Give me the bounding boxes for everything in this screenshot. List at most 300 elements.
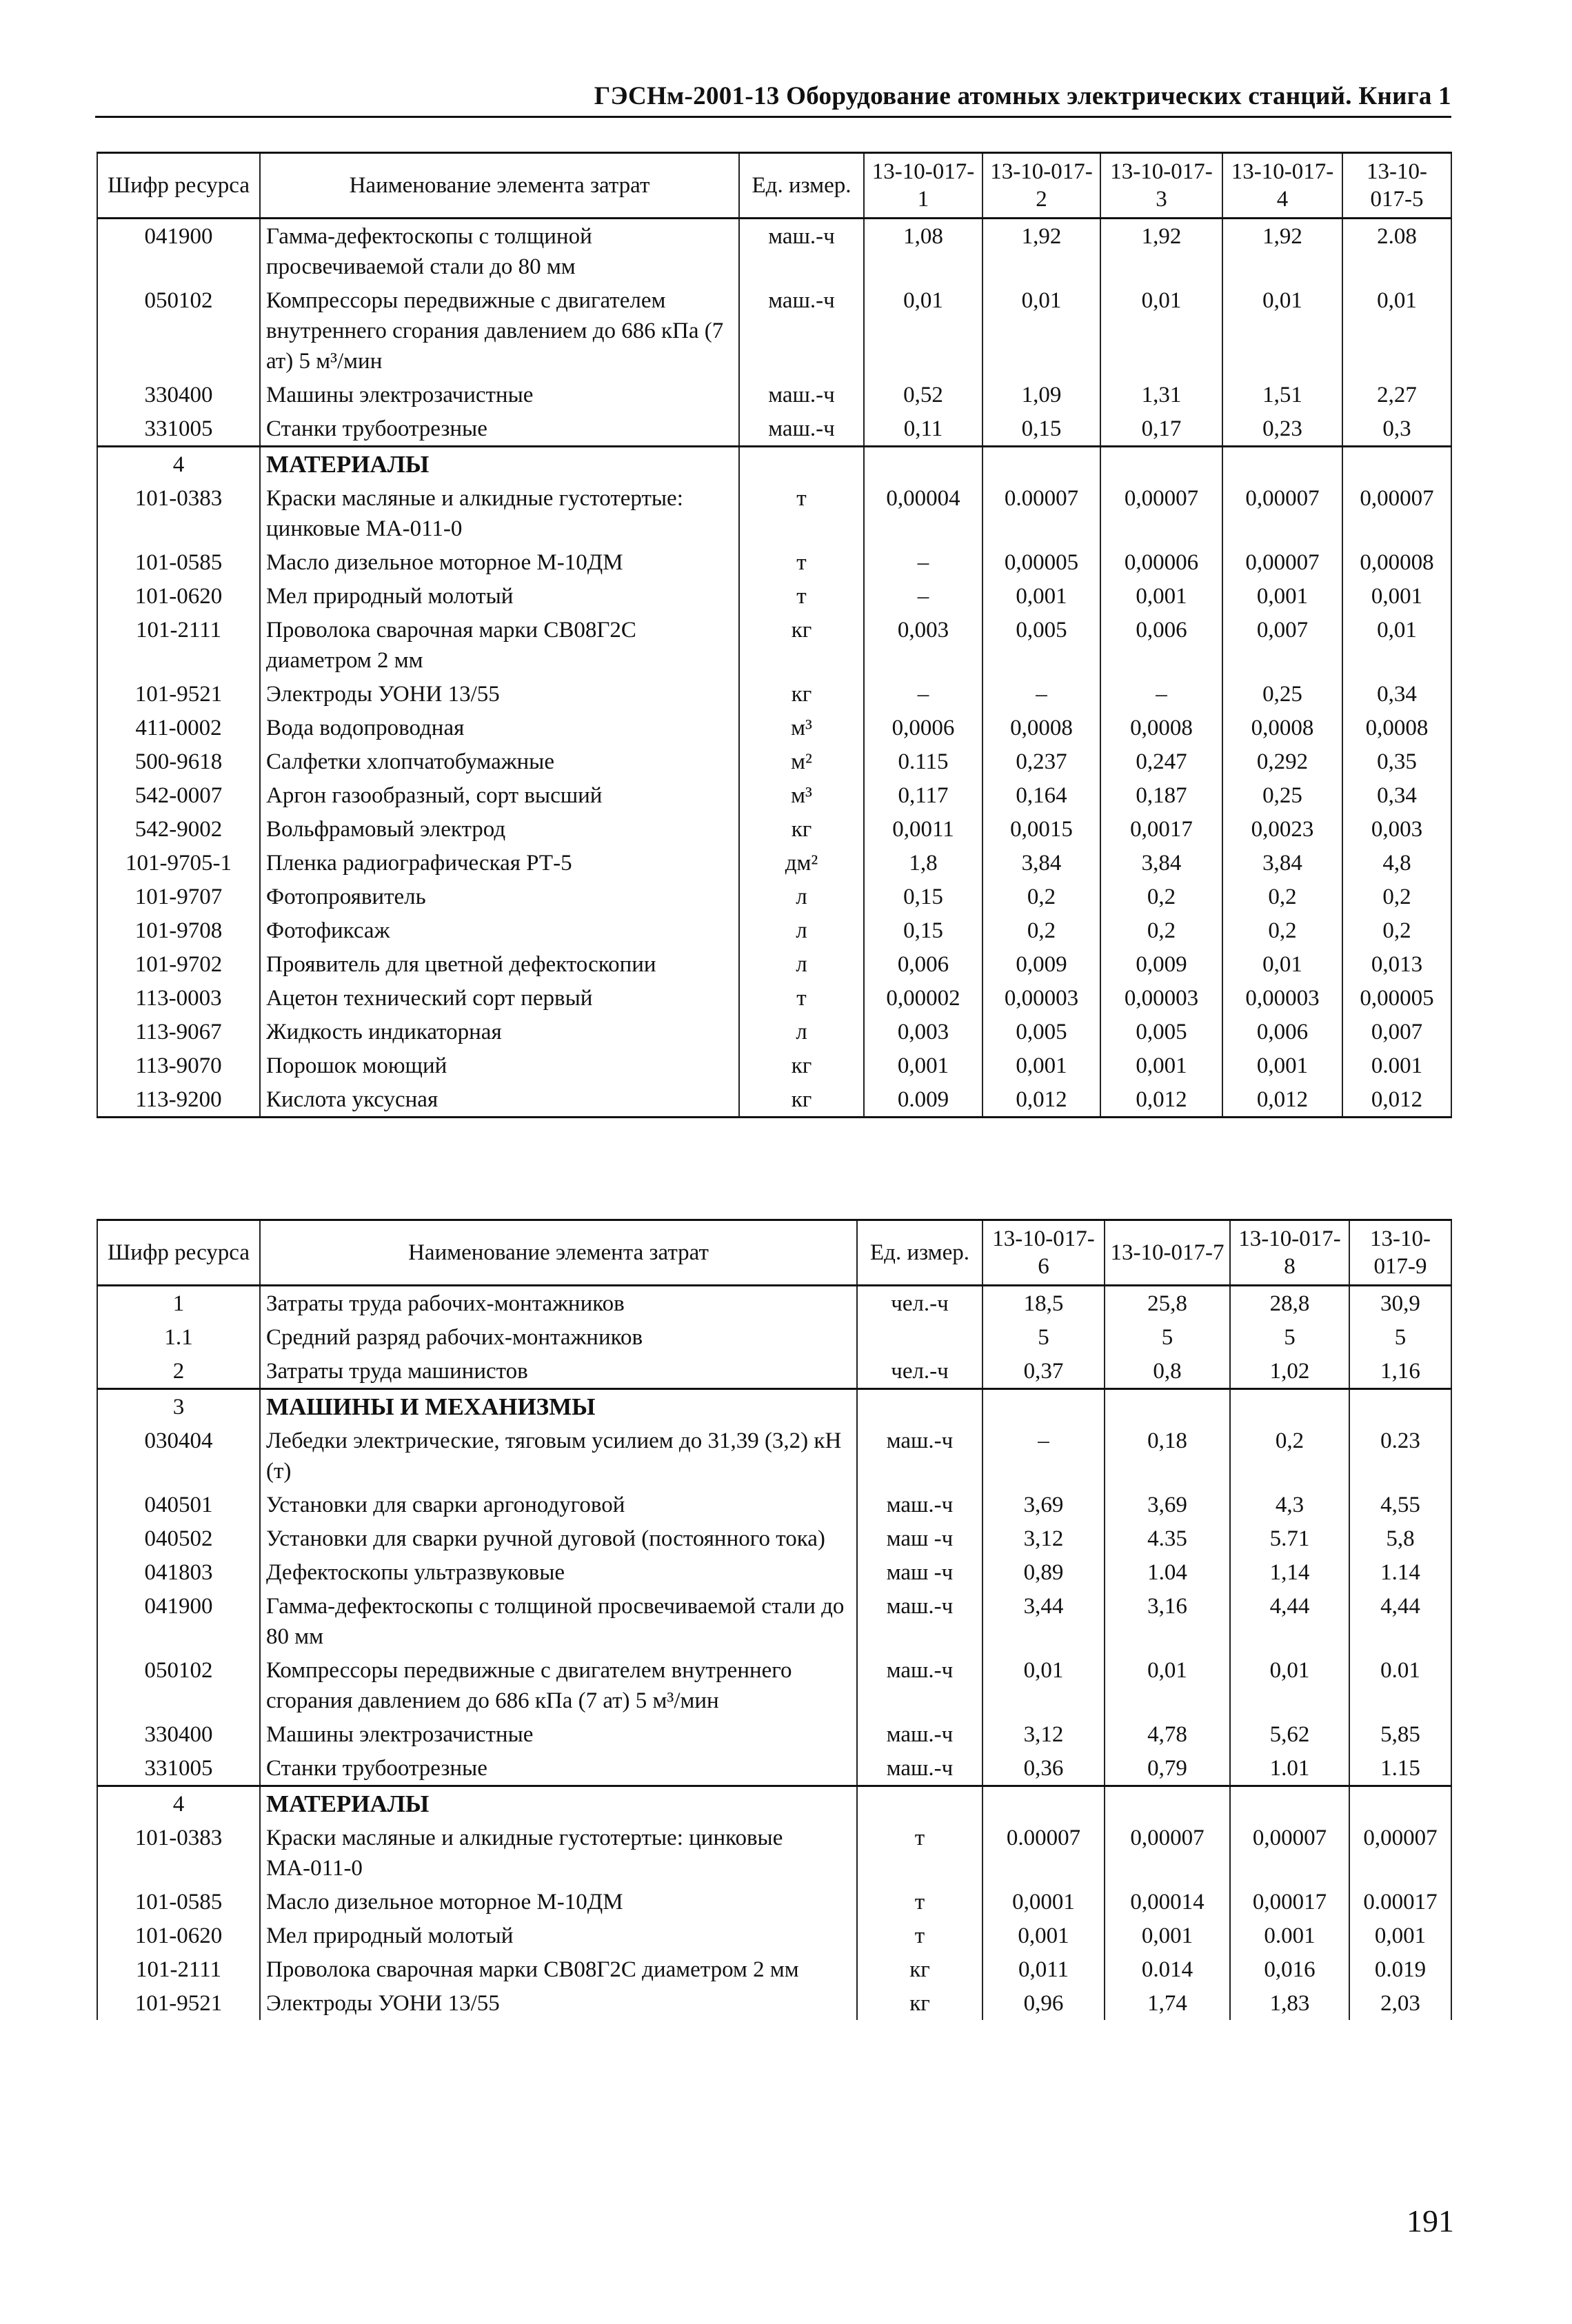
resource-code: 500-9618	[97, 745, 260, 778]
resource-name: Средний разряд рабочих-монтажников	[260, 1320, 857, 1354]
table-row	[97, 711, 1451, 745]
table-row	[97, 1589, 1451, 1653]
value-cell: 0,2	[1100, 880, 1222, 913]
value-cell: 3,44	[982, 1589, 1105, 1653]
table-row	[97, 1424, 1451, 1488]
table-row	[97, 1320, 1451, 1354]
value-cell: 0,0011	[864, 812, 982, 846]
value-cell	[1105, 1389, 1230, 1424]
value-cell: 0,006	[864, 947, 982, 981]
table-row	[97, 579, 1451, 613]
section-title: МАШИНЫ И МЕХАНИЗМЫ	[260, 1389, 857, 1424]
value-cell: 0,15	[982, 412, 1100, 447]
value-cell: 0.23	[1349, 1424, 1451, 1488]
value-cell: 0,37	[982, 1354, 1105, 1389]
header-column-code: 13-10-017-1	[864, 153, 982, 219]
unit-cell	[857, 1389, 982, 1424]
header-code: Шифр ресурса	[97, 153, 260, 219]
value-cell: 0,01	[1222, 283, 1342, 378]
header-column-code: 13-10-017-6	[982, 1220, 1105, 1286]
unit-cell: чел.-ч	[857, 1354, 982, 1389]
value-cell: 0,2	[1222, 880, 1342, 913]
resource-code: 041900	[97, 1589, 260, 1653]
header-column-code: 13-10-017-9	[1349, 1220, 1451, 1286]
value-cell: 0,012	[982, 1082, 1100, 1118]
resource-name: Машины электрозачистные	[260, 1717, 857, 1751]
value-cell: 0,0008	[1222, 711, 1342, 745]
resource-code: 3	[97, 1389, 260, 1424]
value-cell: 0,006	[1100, 613, 1222, 677]
value-cell: 0,01	[1100, 283, 1222, 378]
table-row	[97, 1354, 1451, 1389]
unit-cell: маш.-ч	[857, 1653, 982, 1717]
value-cell: 0,01	[1342, 283, 1451, 378]
value-cell: 0,34	[1342, 778, 1451, 812]
value-cell: 0.00017	[1349, 1885, 1451, 1919]
table-row	[97, 778, 1451, 812]
value-cell: 0.00007	[982, 481, 1100, 545]
value-cell: 0,187	[1100, 778, 1222, 812]
section-title: МАТЕРИАЛЫ	[260, 447, 739, 482]
value-cell: 0,001	[1222, 1049, 1342, 1082]
value-cell: 0,17	[1100, 412, 1222, 447]
value-cell: 5.71	[1230, 1522, 1349, 1555]
value-cell: 0,005	[982, 1015, 1100, 1049]
value-cell: 3,12	[982, 1522, 1105, 1555]
resource-code: 330400	[97, 1717, 260, 1751]
value-cell: 0.01	[1349, 1653, 1451, 1717]
resource-name: Гамма-дефектоскопы с толщиной просвечиваемой стали до 80 мм	[260, 219, 739, 284]
value-cell: 0,01	[982, 1653, 1105, 1717]
value-cell: 0,23	[1222, 412, 1342, 447]
value-cell	[1105, 1786, 1230, 1821]
table-row	[97, 1821, 1451, 1885]
resource-code: 101-9521	[97, 677, 260, 711]
value-cell: 0.001	[1230, 1919, 1349, 1952]
value-cell: 0,011	[982, 1952, 1105, 1986]
resource-table-1	[97, 152, 1452, 1118]
table-row	[97, 283, 1451, 378]
resource-name: Машины электрозачистные	[260, 378, 739, 412]
value-cell: 0,11	[864, 412, 982, 447]
value-cell: 5	[1230, 1320, 1349, 1354]
value-cell: 0,001	[864, 1049, 982, 1082]
resource-name: Фотофиксаж	[260, 913, 739, 947]
value-cell: 0,2	[1342, 880, 1451, 913]
table-row	[97, 412, 1451, 447]
resource-code: 101-2111	[97, 613, 260, 677]
value-cell: 0,001	[1349, 1919, 1451, 1952]
unit-cell: м²	[739, 745, 864, 778]
value-cell: 0,2	[1100, 913, 1222, 947]
value-cell	[1222, 447, 1342, 482]
header-row	[97, 153, 1451, 219]
unit-cell: т	[739, 981, 864, 1015]
resource-name: Станки трубоотрезные	[260, 1751, 857, 1786]
value-cell: 0,25	[1222, 677, 1342, 711]
value-cell: 0,01	[1230, 1653, 1349, 1717]
resource-code: 041803	[97, 1555, 260, 1589]
section-title: МАТЕРИАЛЫ	[260, 1786, 857, 1821]
value-cell: 0,35	[1342, 745, 1451, 778]
unit-cell: маш.-ч	[857, 1589, 982, 1653]
unit-cell: маш.-ч	[857, 1751, 982, 1786]
value-cell: 1,92	[982, 219, 1100, 284]
value-cell: 0,003	[864, 613, 982, 677]
value-cell: 0,0017	[1100, 812, 1222, 846]
value-cell: –	[864, 579, 982, 613]
value-cell: 4,44	[1230, 1589, 1349, 1653]
value-cell: 0,0015	[982, 812, 1100, 846]
value-cell: 4,8	[1342, 846, 1451, 880]
value-cell: –	[864, 677, 982, 711]
value-cell	[982, 1389, 1105, 1424]
value-cell: 0,8	[1105, 1354, 1230, 1389]
header-code: Шифр ресурса	[97, 1220, 260, 1286]
value-cell: 0,009	[982, 947, 1100, 981]
value-cell: 0,25	[1222, 778, 1342, 812]
resource-code: 101-0620	[97, 1919, 260, 1952]
resource-code: 331005	[97, 412, 260, 447]
unit-cell: т	[739, 481, 864, 545]
value-cell: 1,92	[1100, 219, 1222, 284]
section-row	[97, 447, 1451, 482]
table-row	[97, 1751, 1451, 1786]
unit-cell: маш.-ч	[739, 378, 864, 412]
value-cell: 3,84	[1100, 846, 1222, 880]
value-cell: 0,003	[864, 1015, 982, 1049]
resource-code: 101-0620	[97, 579, 260, 613]
table-row	[97, 1653, 1451, 1717]
value-cell: 0,00014	[1105, 1885, 1230, 1919]
value-cell: 0,00008	[1342, 545, 1451, 579]
value-cell: 0,001	[1222, 579, 1342, 613]
resource-name: Проволока сварочная марки СВ08Г2С диаметром 2 мм	[260, 613, 739, 677]
resource-code: 330400	[97, 378, 260, 412]
value-cell: 0,00007	[1105, 1821, 1230, 1885]
resource-name: Кислота уксусная	[260, 1082, 739, 1118]
value-cell: 0.00007	[982, 1821, 1105, 1885]
unit-cell: т	[857, 1821, 982, 1885]
value-cell: 0,00007	[1222, 481, 1342, 545]
value-cell: 0,2	[1342, 913, 1451, 947]
value-cell: 0,0006	[864, 711, 982, 745]
header-name: Наименование элемента затрат	[260, 1220, 857, 1286]
value-cell: 0,164	[982, 778, 1100, 812]
resource-code: 101-9708	[97, 913, 260, 947]
value-cell: 0,006	[1222, 1015, 1342, 1049]
table-row	[97, 1082, 1451, 1118]
value-cell: 0,00007	[1100, 481, 1222, 545]
unit-cell: кг	[739, 677, 864, 711]
unit-cell: т	[857, 1919, 982, 1952]
resource-name: Масло дизельное моторное М-10ДМ	[260, 1885, 857, 1919]
value-cell: 1,31	[1100, 378, 1222, 412]
unit-cell: л	[739, 947, 864, 981]
value-cell: 2.08	[1342, 219, 1451, 284]
resource-code: 113-9070	[97, 1049, 260, 1082]
value-cell: 0,18	[1105, 1424, 1230, 1488]
value-cell: 0,0001	[982, 1885, 1105, 1919]
value-cell: 0.009	[864, 1082, 982, 1118]
value-cell: 1.14	[1349, 1555, 1451, 1589]
value-cell: 0,001	[982, 1049, 1100, 1082]
resource-code: 101-2111	[97, 1952, 260, 1986]
resource-code: 041900	[97, 219, 260, 284]
value-cell: 3,69	[1105, 1488, 1230, 1522]
unit-cell: маш -ч	[857, 1522, 982, 1555]
value-cell: 30,9	[1349, 1286, 1451, 1321]
unit-cell: кг	[739, 613, 864, 677]
value-cell: 0,00007	[1349, 1821, 1451, 1885]
resource-name: Ацетон технический сорт первый	[260, 981, 739, 1015]
header-rule	[95, 116, 1451, 118]
value-cell: 0,2	[1222, 913, 1342, 947]
resource-code: 113-0003	[97, 981, 260, 1015]
unit-cell: т	[739, 545, 864, 579]
value-cell: 4,44	[1349, 1589, 1451, 1653]
resource-name: Проволока сварочная марки СВ08Г2С диаметром 2 мм	[260, 1952, 857, 1986]
value-cell: 1.01	[1230, 1751, 1349, 1786]
value-cell: 0,96	[982, 1986, 1105, 2020]
table-row	[97, 378, 1451, 412]
value-cell: 0,3	[1342, 412, 1451, 447]
value-cell: 0,2	[1230, 1424, 1349, 1488]
value-cell: 0,2	[982, 913, 1100, 947]
resource-name: Компрессоры передвижные с двигателем внутреннего сгорания давлением до 686 кПа (7 ат) 5 м³/мин	[260, 283, 739, 378]
unit-cell: л	[739, 1015, 864, 1049]
resource-name: Электроды УОНИ 13/55	[260, 1986, 857, 2020]
unit-cell: дм²	[739, 846, 864, 880]
value-cell: 4.35	[1105, 1522, 1230, 1555]
unit-cell: л	[739, 880, 864, 913]
resource-code: 101-0383	[97, 1821, 260, 1885]
value-cell: 5	[982, 1320, 1105, 1354]
resource-name: Вода водопроводная	[260, 711, 739, 745]
value-cell: 0,01	[982, 283, 1100, 378]
resource-name: Установки для сварки ручной дуговой (постоянного тока)	[260, 1522, 857, 1555]
value-cell: 0,00004	[864, 481, 982, 545]
table-row	[97, 981, 1451, 1015]
value-cell: 0,00002	[864, 981, 982, 1015]
value-cell: 0,012	[1222, 1082, 1342, 1118]
header-column-code: 13-10-017-8	[1230, 1220, 1349, 1286]
value-cell	[1349, 1389, 1451, 1424]
unit-cell: л	[739, 913, 864, 947]
header-column-code: 13-10-017-2	[982, 153, 1100, 219]
unit-cell: маш.-ч	[739, 283, 864, 378]
table-row	[97, 1015, 1451, 1049]
value-cell: 0,237	[982, 745, 1100, 778]
value-cell: 0,012	[1100, 1082, 1222, 1118]
unit-cell: кг	[857, 1952, 982, 1986]
table-row	[97, 613, 1451, 677]
table-row	[97, 677, 1451, 711]
table-row	[97, 913, 1451, 947]
value-cell: 0.001	[1342, 1049, 1451, 1082]
value-cell: 0,012	[1342, 1082, 1451, 1118]
resource-code: 040501	[97, 1488, 260, 1522]
value-cell: –	[982, 1424, 1105, 1488]
value-cell: 4,3	[1230, 1488, 1349, 1522]
resource-code: 113-9067	[97, 1015, 260, 1049]
resource-code: 030404	[97, 1424, 260, 1488]
value-cell: 1,83	[1230, 1986, 1349, 2020]
value-cell: 0,005	[982, 613, 1100, 677]
value-cell: 1,02	[1230, 1354, 1349, 1389]
resource-name: Вольфрамовый электрод	[260, 812, 739, 846]
value-cell: 0,001	[1342, 579, 1451, 613]
resource-code: 050102	[97, 1653, 260, 1717]
resource-name: Масло дизельное моторное М-10ДМ	[260, 545, 739, 579]
value-cell: 5,85	[1349, 1717, 1451, 1751]
value-cell	[1349, 1786, 1451, 1821]
value-cell: 0,009	[1100, 947, 1222, 981]
value-cell: 0,001	[1100, 579, 1222, 613]
resource-name: Мел природный молотый	[260, 579, 739, 613]
unit-cell: кг	[739, 1082, 864, 1118]
table-row	[97, 846, 1451, 880]
value-cell: 28,8	[1230, 1286, 1349, 1321]
page-header: ГЭСНм-2001-13 Оборудование атомных электрических станций. Книга 1	[594, 82, 1451, 110]
value-cell: –	[1100, 677, 1222, 711]
resource-code: 101-0383	[97, 481, 260, 545]
header-unit: Ед. измер.	[857, 1220, 982, 1286]
value-cell: –	[864, 545, 982, 579]
resource-name: Затраты труда машинистов	[260, 1354, 857, 1389]
value-cell: 4,55	[1349, 1488, 1451, 1522]
resource-code: 4	[97, 447, 260, 482]
value-cell: 1.04	[1105, 1555, 1230, 1589]
unit-cell: т	[739, 579, 864, 613]
unit-cell	[739, 447, 864, 482]
value-cell: 3,84	[1222, 846, 1342, 880]
unit-cell: маш.-ч	[857, 1424, 982, 1488]
resource-name: Мел природный молотый	[260, 1919, 857, 1952]
value-cell: 0,52	[864, 378, 982, 412]
value-cell: 0,0008	[982, 711, 1100, 745]
unit-cell	[857, 1320, 982, 1354]
header-row	[97, 1220, 1451, 1286]
value-cell: 3,16	[1105, 1589, 1230, 1653]
resource-name: Электроды УОНИ 13/55	[260, 677, 739, 711]
resource-name: Жидкость индикаторная	[260, 1015, 739, 1049]
unit-cell: т	[857, 1885, 982, 1919]
unit-cell: маш.-ч	[739, 219, 864, 284]
value-cell: 0,0023	[1222, 812, 1342, 846]
value-cell: 5	[1105, 1320, 1230, 1354]
resource-code: 101-9702	[97, 947, 260, 981]
table-row	[97, 1885, 1451, 1919]
unit-cell: кг	[739, 1049, 864, 1082]
value-cell: 0,15	[864, 880, 982, 913]
value-cell: 1,16	[1349, 1354, 1451, 1389]
page-number: 191	[1407, 2203, 1454, 2239]
resource-name: Затраты труда рабочих-монтажников	[260, 1286, 857, 1321]
value-cell: 0,00017	[1230, 1885, 1349, 1919]
value-cell: 5,8	[1349, 1522, 1451, 1555]
value-cell: 0,00003	[1222, 981, 1342, 1015]
value-cell: 0,00005	[982, 545, 1100, 579]
value-cell: 0,117	[864, 778, 982, 812]
unit-cell: м³	[739, 778, 864, 812]
value-cell: 0,016	[1230, 1952, 1349, 1986]
header-column-code: 13-10-017-7	[1105, 1220, 1230, 1286]
value-cell: 0,00006	[1100, 545, 1222, 579]
resource-name: Компрессоры передвижные с двигателем внутреннего сгорания давлением до 686 кПа (7 ат) 5 м³/мин	[260, 1653, 857, 1717]
unit-cell: кг	[857, 1986, 982, 2020]
value-cell: 0,01	[1105, 1653, 1230, 1717]
value-cell: 0,36	[982, 1751, 1105, 1786]
value-cell: 3,69	[982, 1488, 1105, 1522]
value-cell: 1.15	[1349, 1751, 1451, 1786]
value-cell: 0,0008	[1100, 711, 1222, 745]
value-cell: 1,14	[1230, 1555, 1349, 1589]
value-cell	[1230, 1786, 1349, 1821]
table-row	[97, 1952, 1451, 1986]
resource-code: 2	[97, 1354, 260, 1389]
value-cell: 5	[1349, 1320, 1451, 1354]
unit-cell: маш.-ч	[857, 1488, 982, 1522]
value-cell: 0,00003	[1100, 981, 1222, 1015]
resource-name: Станки трубоотрезные	[260, 412, 739, 447]
value-cell: 1,51	[1222, 378, 1342, 412]
resource-code: 1.1	[97, 1320, 260, 1354]
value-cell	[864, 447, 982, 482]
value-cell: 0,15	[864, 913, 982, 947]
resource-name: Салфетки хлопчатобумажные	[260, 745, 739, 778]
unit-cell: кг	[739, 812, 864, 846]
table-row	[97, 947, 1451, 981]
value-cell: 0,00003	[982, 981, 1100, 1015]
value-cell: 0,2	[982, 880, 1100, 913]
resource-name: Краски масляные и алкидные густотертые: цинковые МА-011-0	[260, 481, 739, 545]
resource-name: Порошок моющий	[260, 1049, 739, 1082]
resource-code: 331005	[97, 1751, 260, 1786]
resource-code: 542-0007	[97, 778, 260, 812]
section-row	[97, 1389, 1451, 1424]
header-unit: Ед. измер.	[739, 153, 864, 219]
resource-name: Гамма-дефектоскопы с толщиной просвечиваемой стали до 80 мм	[260, 1589, 857, 1653]
value-cell	[1230, 1389, 1349, 1424]
table-row	[97, 1555, 1451, 1589]
value-cell: 0,001	[1105, 1919, 1230, 1952]
resource-code: 411-0002	[97, 711, 260, 745]
table-row	[97, 880, 1451, 913]
resource-name: Краски масляные и алкидные густотертые: цинковые МА-011-0	[260, 1821, 857, 1885]
unit-cell	[857, 1786, 982, 1821]
table-row	[97, 1522, 1451, 1555]
value-cell: 0,0008	[1342, 711, 1451, 745]
value-cell: 0,007	[1342, 1015, 1451, 1049]
table-row	[97, 219, 1451, 284]
value-cell: 0,005	[1100, 1015, 1222, 1049]
resource-code: 113-9200	[97, 1082, 260, 1118]
resource-code: 101-0585	[97, 1885, 260, 1919]
unit-cell: чел.-ч	[857, 1286, 982, 1321]
table-row	[97, 481, 1451, 545]
table-row	[97, 1986, 1451, 2020]
value-cell: 1,09	[982, 378, 1100, 412]
section-row	[97, 1786, 1451, 1821]
value-cell	[982, 447, 1100, 482]
value-cell: 0,001	[1100, 1049, 1222, 1082]
value-cell: 0,01	[864, 283, 982, 378]
resource-code: 1	[97, 1286, 260, 1321]
unit-cell: м³	[739, 711, 864, 745]
value-cell: 0,00005	[1342, 981, 1451, 1015]
value-cell: 0,89	[982, 1555, 1105, 1589]
